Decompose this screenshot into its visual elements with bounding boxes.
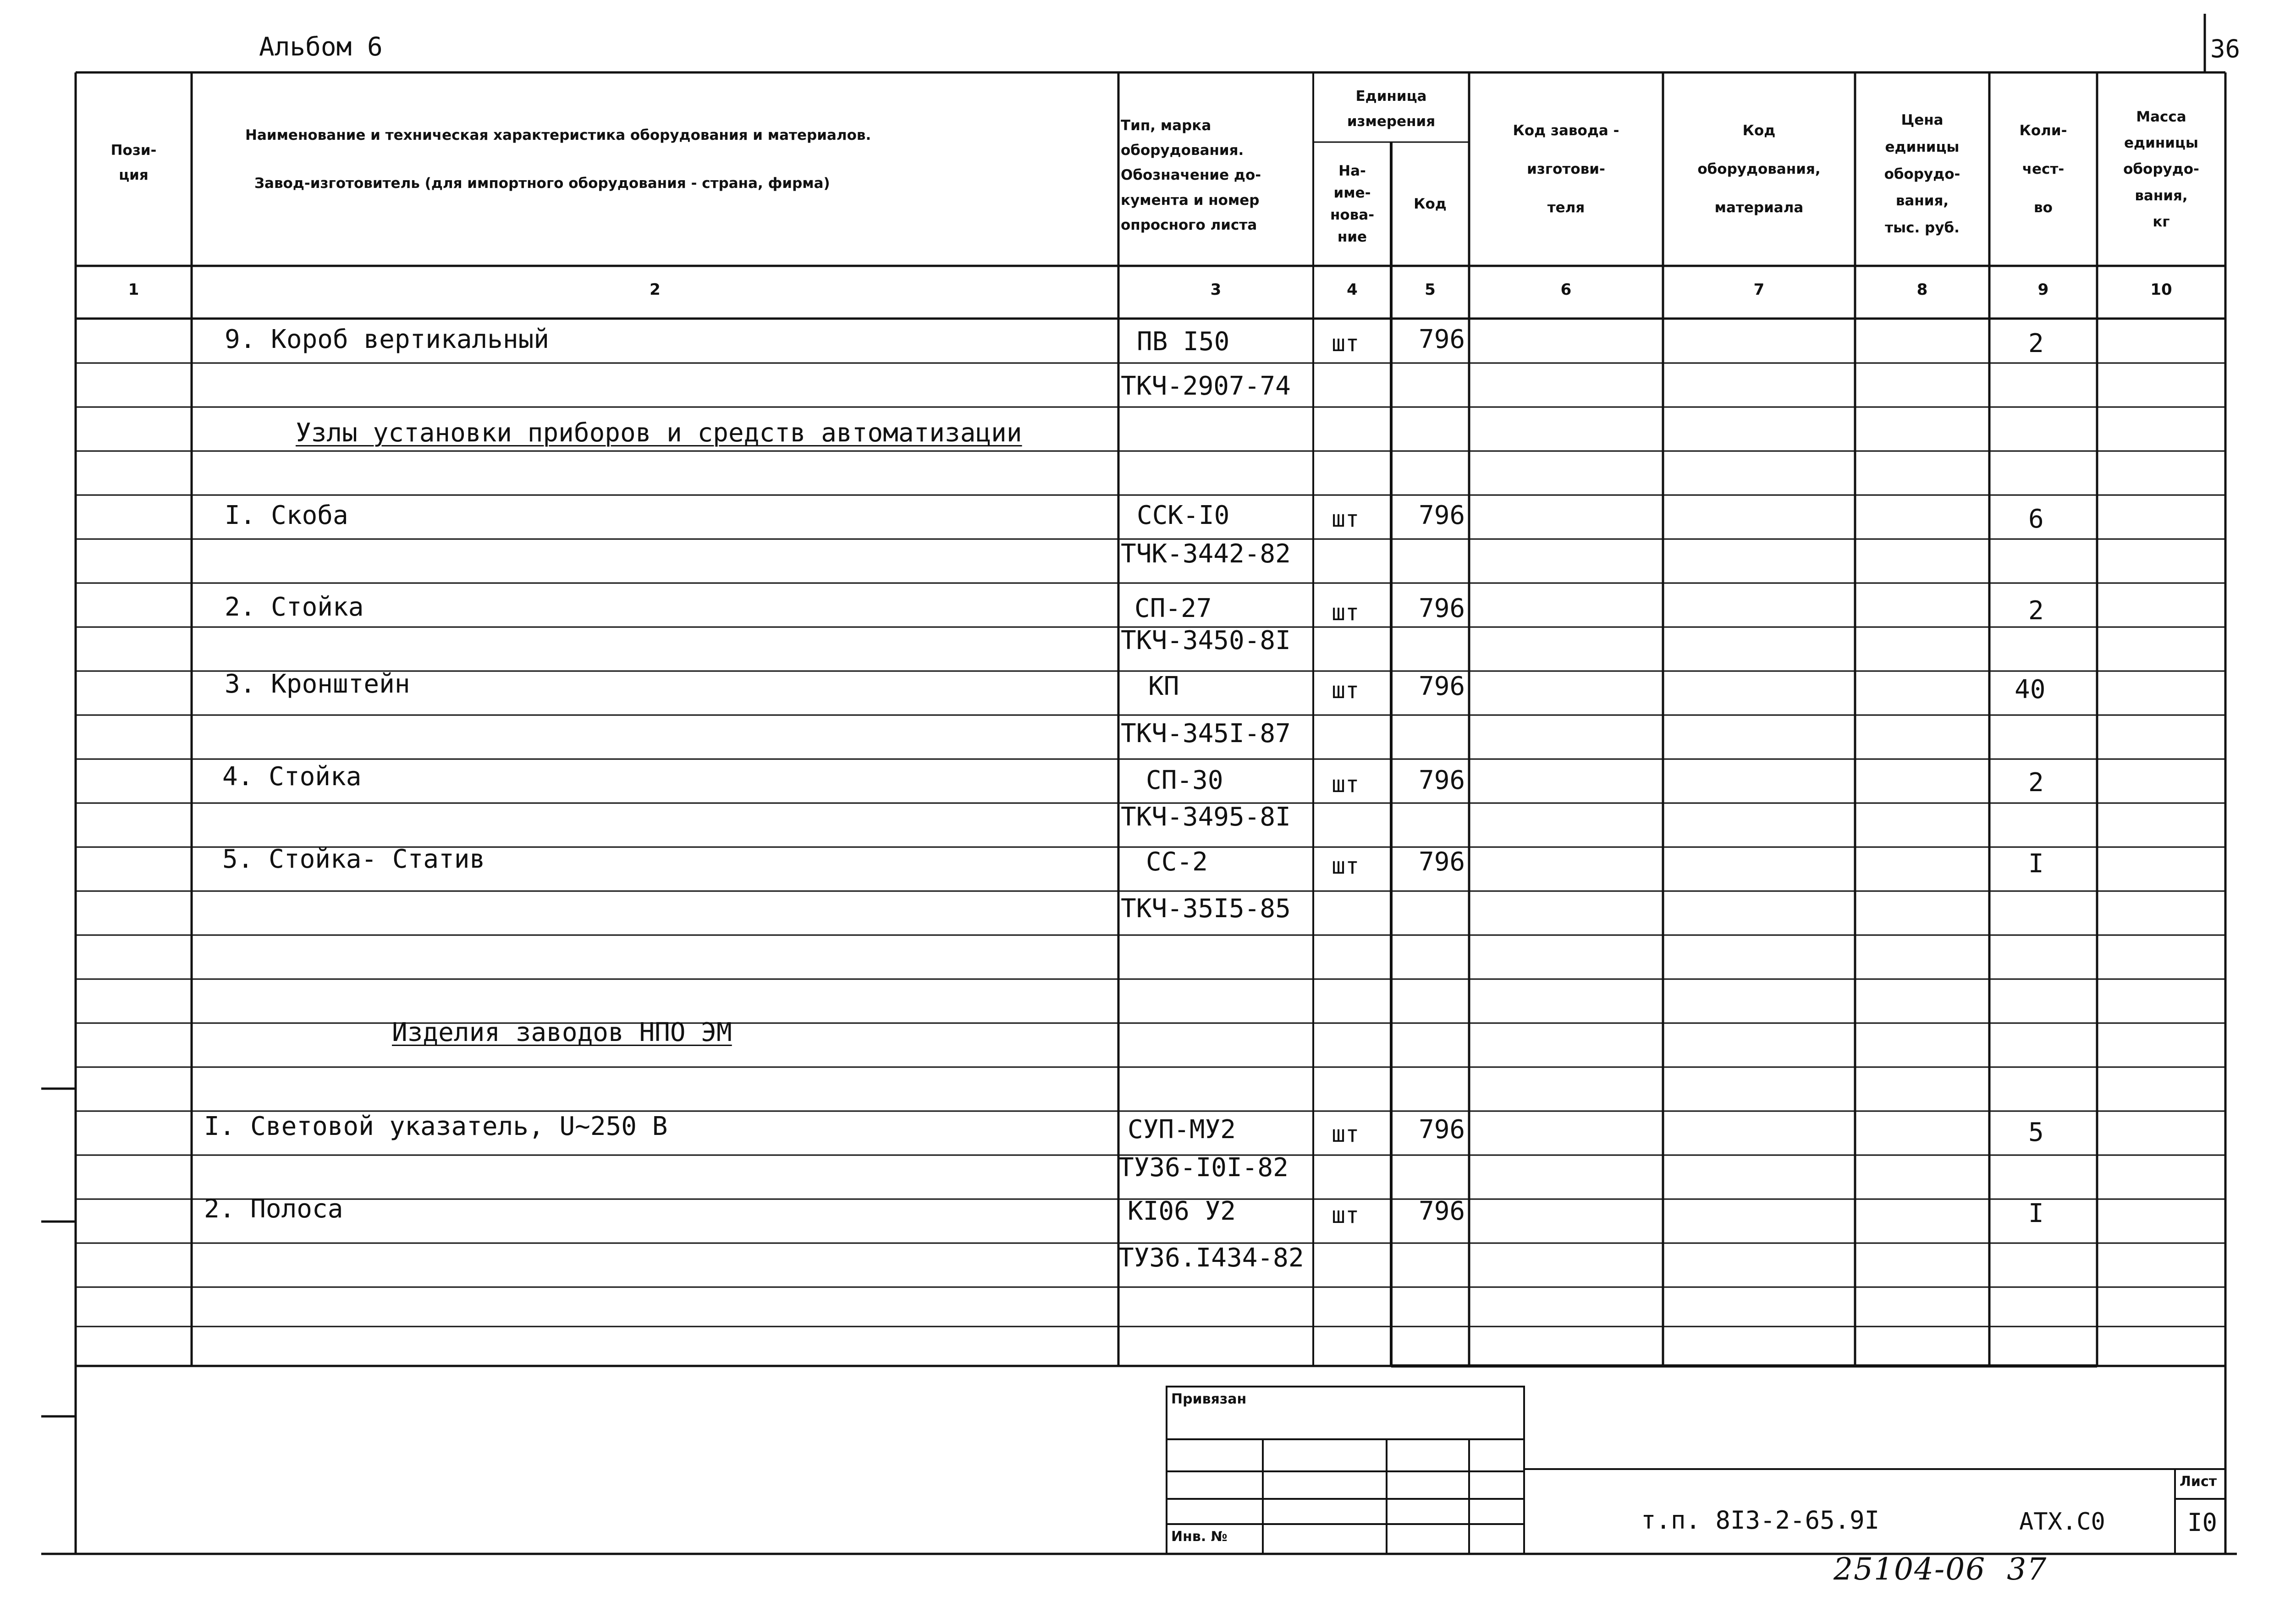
item-type: КI06 У2: [1128, 1196, 1236, 1226]
column-number: 9: [2037, 281, 2049, 299]
item-unit-code: 796: [1419, 847, 1465, 877]
item-type: КП: [1148, 672, 1179, 701]
item-quantity: 2: [2028, 768, 2044, 798]
document-code: т.п. 8I3-2-65.9I: [1641, 1506, 1880, 1535]
item-document: ТУ36.I434-82: [1118, 1243, 1304, 1273]
item-unit-code: 796: [1419, 501, 1465, 530]
item-unit: шт: [1332, 677, 1360, 704]
item-type: СП-27: [1134, 594, 1212, 623]
item-quantity: 2: [2028, 596, 2044, 626]
item-unit-code: 796: [1419, 1115, 1465, 1145]
handwritten-number: 25104-06 37: [1834, 1552, 2048, 1587]
column-number: 1: [128, 281, 139, 299]
column-number: 8: [1916, 281, 1928, 299]
item-name: I. Скоба: [225, 501, 348, 530]
item-quantity: 40: [2015, 675, 2046, 705]
column-number: 3: [1210, 281, 1222, 299]
item-unit: шт: [1332, 1121, 1360, 1147]
sheet-number: I0: [2187, 1508, 2218, 1537]
item-unit-code: 796: [1419, 594, 1465, 623]
item-unit: шт: [1332, 853, 1360, 879]
item-document: ТКЧ-3495-8I: [1121, 802, 1291, 832]
item-type: СП-30: [1146, 765, 1223, 795]
section-heading: Изделия заводов НПО ЭМ: [392, 1018, 732, 1047]
item-name: 2. Полоса: [204, 1194, 343, 1224]
item-type: ССК-I0: [1137, 501, 1230, 530]
column-number: 7: [1753, 281, 1765, 299]
item-name: 2. Стойка: [225, 592, 364, 622]
item-quantity: 5: [2028, 1118, 2044, 1147]
item-name: 9. Короб вертикальный: [225, 325, 550, 354]
column-number: 2: [650, 281, 661, 299]
item-unit-code: 796: [1419, 672, 1465, 701]
item-document: ТКЧ-3450-8I: [1121, 626, 1291, 655]
section-code: АТХ.С0: [2019, 1508, 2105, 1536]
item-type: СС-2: [1146, 847, 1208, 877]
section-heading: Узлы установки приборов и средств автоматизации: [296, 418, 1022, 448]
item-quantity: 2: [2028, 329, 2044, 358]
item-unit: шт: [1332, 1202, 1360, 1228]
item-quantity: 6: [2028, 504, 2044, 534]
header-mass: Масса единицы оборудо- вания, кг: [2123, 108, 2199, 231]
album-label: Альбом 6: [259, 32, 383, 62]
item-unit: шт: [1332, 330, 1360, 357]
item-quantity: I: [2028, 1199, 2044, 1228]
item-name: 5. Стойка- Статив: [222, 844, 485, 874]
item-unit: шт: [1332, 771, 1360, 798]
item-document: ТКЧ-345I-87: [1121, 719, 1291, 749]
page-number: 36: [2210, 34, 2241, 63]
item-name: I. Световой указатель, U~250 В: [204, 1112, 668, 1141]
item-document: ТКЧ-35I5-85: [1121, 894, 1291, 924]
item-name: 3. Кронштейн: [225, 669, 410, 699]
item-type: ПВ I50: [1137, 327, 1230, 357]
column-number: 4: [1347, 281, 1358, 299]
header-unit-name: На- име- нова- ние: [1330, 162, 1375, 246]
item-type: СУП-МУ2: [1128, 1115, 1236, 1145]
column-number: 6: [1560, 281, 1572, 299]
header-name-line2: Завод-изготовитель (для импортного оборудования - страна, фирма): [254, 175, 830, 192]
stamp-inventory-number: Инв. №: [1171, 1529, 1228, 1545]
item-name: 4. Стойка: [222, 762, 362, 792]
item-document: ТЧК-3442-82: [1121, 539, 1291, 569]
header-plant-code: Код завода - изготови- теля: [1513, 122, 1619, 216]
header-price: Цена единицы оборудо- вания, тыс. руб.: [1884, 111, 1960, 237]
item-unit-code: 796: [1419, 325, 1465, 354]
column-number: 5: [1425, 281, 1436, 299]
header-quantity: Коли- чест- во: [2019, 122, 2067, 216]
header-unit-code: Код: [1414, 195, 1447, 212]
item-document: ТКЧ-2907-74: [1121, 371, 1291, 401]
item-quantity: I: [2028, 849, 2044, 879]
sheet-label: Лист: [2180, 1474, 2217, 1490]
item-unit-code: 796: [1419, 1196, 1465, 1226]
item-unit: шт: [1332, 599, 1360, 626]
item-document: ТУ36-I0I-82: [1118, 1153, 1288, 1183]
column-number: 10: [2150, 281, 2172, 299]
item-unit: шт: [1332, 506, 1360, 532]
header-equipment-code: Код оборудования, материала: [1697, 122, 1821, 216]
item-unit-code: 796: [1419, 765, 1465, 795]
header-name-line1: Наименование и техническая характеристика оборудования и материалов.: [245, 127, 871, 143]
header-unit-group: Единица измерения: [1347, 88, 1436, 130]
stamp-privyazan: Привязан: [1171, 1391, 1247, 1407]
header-position: Пози- ция: [110, 142, 157, 183]
header-type: Тип, марка оборудования. Обозначение до- кумента и номер опросного листа: [1121, 117, 1261, 233]
